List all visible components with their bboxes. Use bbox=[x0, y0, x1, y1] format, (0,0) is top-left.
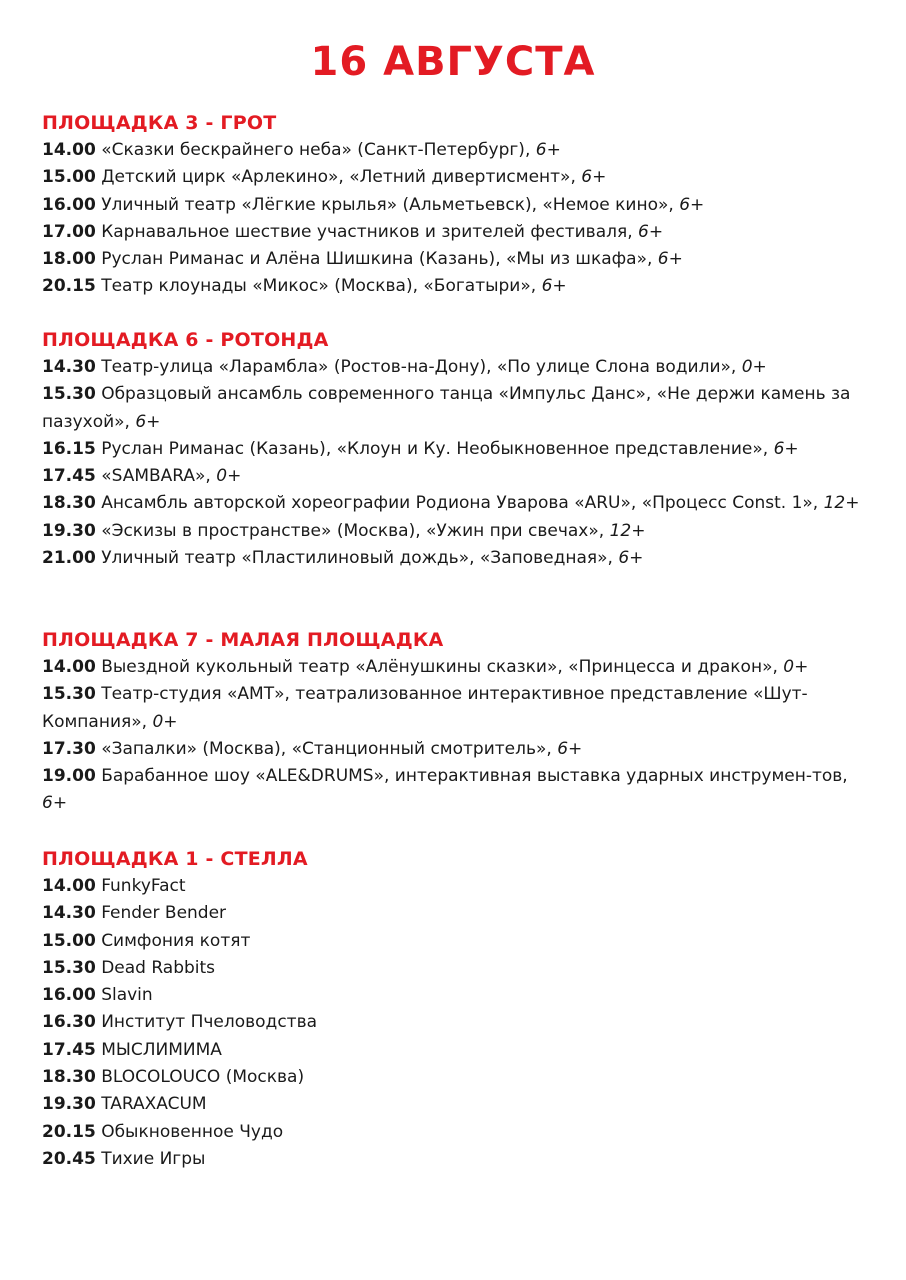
event-time: 16.30 bbox=[42, 1012, 96, 1033]
event-row bbox=[42, 164, 876, 191]
event-time: 16.15 bbox=[42, 438, 96, 459]
age-rating: 0+ bbox=[216, 466, 242, 487]
section-rotonda bbox=[42, 327, 876, 572]
event-time: 14.30 bbox=[42, 903, 96, 924]
event-text: «Сказки бескрайнего неба» (Санкт-Петербург), bbox=[101, 140, 536, 160]
event-time: 16.00 bbox=[42, 985, 96, 1006]
age-rating: 6+ bbox=[42, 793, 68, 814]
age-rating: 12+ bbox=[609, 520, 646, 541]
event-text: Уличный театр «Лёгкие крылья» (Альметьевск), «Немое кино», bbox=[101, 194, 680, 215]
event-row bbox=[42, 1009, 876, 1036]
age-rating: 6+ bbox=[657, 249, 683, 270]
event-row bbox=[42, 1146, 876, 1173]
age-rating: 0+ bbox=[783, 657, 809, 677]
event-row bbox=[42, 900, 876, 927]
event-row bbox=[42, 1091, 876, 1118]
event-time: 20.15 bbox=[42, 276, 96, 297]
event-row bbox=[42, 463, 876, 490]
event-text: Руслан Риманас и Алёна Шишкина (Казань), «Мы из шкафа», bbox=[101, 249, 658, 270]
event-text: Театр клоунады «Микос» (Москва), «Богатыри», bbox=[101, 276, 542, 297]
event-row bbox=[42, 273, 876, 300]
event-text: Руслан Риманас (Казань), «Клоун и Ку. Необыкновенное представление», bbox=[101, 438, 774, 459]
event-time: 18.30 bbox=[42, 493, 96, 514]
event-text: Институт Пчеловодства bbox=[101, 1012, 317, 1033]
section-title: ПЛОЩАДКА 6 - РОТОНДА bbox=[42, 329, 329, 351]
event-time: 14.00 bbox=[42, 657, 96, 677]
event-text: Тихие Игры bbox=[101, 1148, 206, 1169]
age-rating: 0+ bbox=[152, 711, 178, 732]
age-rating: 6+ bbox=[638, 221, 664, 242]
event-text: Обыкновенное Чудо bbox=[101, 1121, 284, 1142]
event-row bbox=[42, 137, 876, 164]
age-rating: 0+ bbox=[741, 357, 767, 377]
event-time: 15.30 bbox=[42, 684, 96, 705]
event-row bbox=[42, 736, 876, 763]
event-text: Образцовый ансамбль современного танца «Импульс Данс», «Не держи камень за пазухой», bbox=[42, 384, 851, 432]
page-title: 16 АВГУСТА bbox=[310, 39, 596, 85]
event-row bbox=[42, 381, 876, 436]
event-row bbox=[42, 518, 876, 545]
section-title: ПЛОЩАДКА 7 - МАЛАЯ ПЛОЩАДКА bbox=[42, 629, 444, 651]
event-text: Театр-улица «Ларамбла» (Ростов-на-Дону), «По улице Слона водили», bbox=[101, 357, 742, 377]
age-rating: 6+ bbox=[773, 438, 799, 459]
event-text: Уличный театр «Пластилиновый дождь», «Заповедная», bbox=[101, 548, 619, 569]
event-row bbox=[42, 354, 876, 381]
event-time: 19.30 bbox=[42, 520, 96, 541]
event-row bbox=[42, 1064, 876, 1091]
event-text: МЫСЛИМИМА bbox=[101, 1039, 222, 1060]
section-title: ПЛОЩАДКА 3 - ГРОТ bbox=[42, 112, 277, 134]
section-stella bbox=[42, 846, 876, 1173]
event-text: Детский цирк «Арлекино», «Летний дивертисмент», bbox=[101, 167, 582, 188]
event-time: 15.00 bbox=[42, 930, 96, 951]
event-time: 19.00 bbox=[42, 766, 96, 787]
event-text: «Эскизы в пространстве» (Москва), «Ужин при свечах», bbox=[101, 520, 610, 541]
event-time: 18.30 bbox=[42, 1067, 96, 1088]
event-row bbox=[42, 928, 876, 955]
event-text: Dead Rabbits bbox=[101, 957, 216, 978]
age-rating: 6+ bbox=[679, 194, 705, 215]
section-title: ПЛОЩАДКА 1 - СТЕЛЛА bbox=[42, 848, 308, 870]
age-rating: 6+ bbox=[535, 140, 561, 160]
event-time: 16.00 bbox=[42, 194, 96, 215]
event-time: 20.15 bbox=[42, 1121, 96, 1142]
event-row bbox=[42, 873, 876, 900]
event-text: FunkyFact bbox=[101, 876, 186, 896]
event-time: 17.45 bbox=[42, 466, 96, 487]
event-row bbox=[42, 1119, 876, 1146]
event-row bbox=[42, 219, 876, 246]
event-time: 14.00 bbox=[42, 140, 96, 160]
event-text: Симфония котят bbox=[101, 930, 251, 951]
age-rating: 12+ bbox=[823, 493, 860, 514]
event-text: Барабанное шоу «ALE&DRUMS», интерактивная выставка ударных инструмен-тов, bbox=[101, 766, 848, 787]
section-grot bbox=[42, 110, 876, 301]
age-rating: 6+ bbox=[581, 167, 607, 188]
age-rating: 6+ bbox=[135, 411, 161, 432]
event-text: «SAMBARA», bbox=[101, 466, 217, 487]
event-text: Театр-студия «АМТ», театрализованное интерактивное представление «Шут-Компания», bbox=[42, 684, 808, 732]
event-row bbox=[42, 246, 876, 273]
event-row bbox=[42, 982, 876, 1009]
event-time: 17.45 bbox=[42, 1039, 96, 1060]
event-text: Fender Bender bbox=[101, 903, 227, 924]
section-malaya bbox=[42, 627, 876, 818]
event-text: BLOCOLOUCO (Москва) bbox=[101, 1067, 305, 1088]
event-row bbox=[42, 1037, 876, 1064]
event-time: 15.00 bbox=[42, 167, 96, 188]
event-time: 14.30 bbox=[42, 357, 96, 377]
event-row bbox=[42, 436, 876, 463]
event-text: Карнавальное шествие участников и зрителей фестиваля, bbox=[101, 221, 639, 242]
event-text: Выездной кукольный театр «Алёнушкины сказки», «Принцесса и дракон», bbox=[101, 657, 784, 677]
event-row bbox=[42, 681, 876, 736]
event-time: 15.30 bbox=[42, 384, 96, 405]
age-rating: 6+ bbox=[618, 548, 644, 569]
event-text: Slavin bbox=[101, 985, 153, 1006]
event-row bbox=[42, 654, 876, 681]
event-time: 19.30 bbox=[42, 1094, 96, 1115]
event-time: 21.00 bbox=[42, 548, 96, 569]
event-time: 20.45 bbox=[42, 1148, 96, 1169]
event-text: TARAXACUM bbox=[101, 1094, 207, 1115]
event-row bbox=[42, 545, 876, 572]
age-rating: 6+ bbox=[557, 738, 583, 759]
event-row bbox=[42, 763, 876, 818]
event-row bbox=[42, 955, 876, 982]
age-rating: 6+ bbox=[541, 276, 567, 297]
event-text: Ансамбль авторской хореографии Родиона Уварова «ARU», «Процесс Const. 1», bbox=[101, 493, 824, 514]
event-text: «Запалки» (Москва), «Станционный смотритель», bbox=[101, 738, 558, 759]
event-row bbox=[42, 490, 876, 517]
event-time: 18.00 bbox=[42, 249, 96, 270]
event-row bbox=[42, 192, 876, 219]
event-time: 17.30 bbox=[42, 738, 96, 759]
event-time: 17.00 bbox=[42, 221, 96, 242]
event-time: 15.30 bbox=[42, 957, 96, 978]
event-time: 14.00 bbox=[42, 876, 96, 896]
